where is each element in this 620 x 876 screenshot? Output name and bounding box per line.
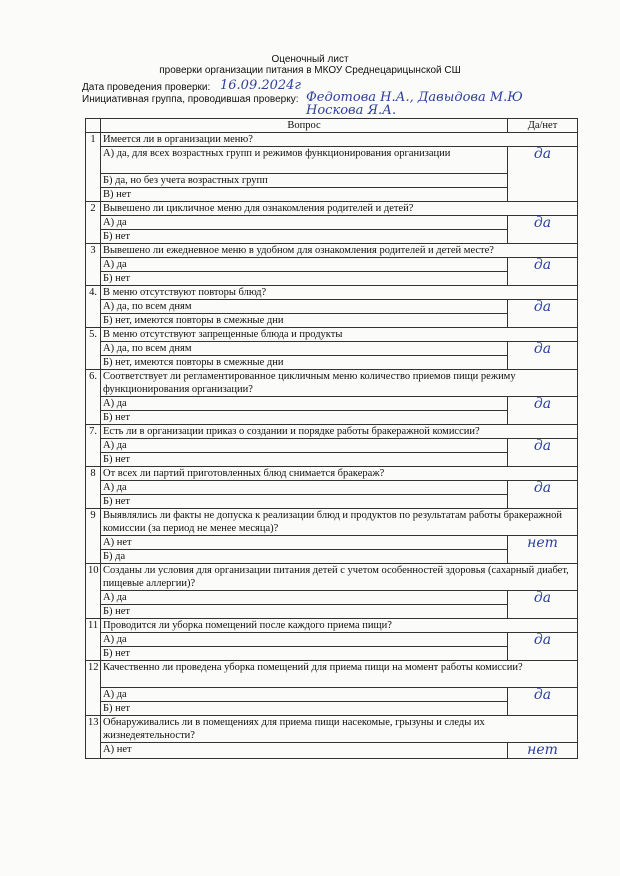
- handwritten-answer: да: [533, 341, 552, 357]
- answer-cell: [508, 397, 578, 425]
- answer-cell: [508, 633, 578, 661]
- question-text: Проводится ли уборка помещений после каждого приема пищи?: [101, 619, 578, 633]
- option-text: Б) нет: [101, 272, 508, 286]
- date-value-handwritten: 16.09.2024г: [220, 78, 302, 93]
- answer-cell: [508, 536, 578, 564]
- question-number: 9: [86, 509, 101, 564]
- option-row: [86, 702, 578, 716]
- option-row: [86, 397, 578, 411]
- handwritten-answer: да: [533, 590, 552, 606]
- question-row: [86, 509, 578, 536]
- option-row: [86, 258, 578, 272]
- option-row: [86, 314, 578, 328]
- option-text: А) да: [101, 481, 508, 495]
- question-row: [86, 328, 578, 342]
- question-number: 13: [86, 716, 101, 759]
- option-text: Б) нет, имеются повторы в смежные дни: [101, 314, 508, 328]
- date-label: Дата проведения проверки:: [82, 82, 211, 93]
- option-row: [86, 743, 578, 759]
- option-row: [86, 453, 578, 467]
- question-number: 2: [86, 202, 101, 244]
- option-text: Б) нет: [101, 702, 508, 716]
- question-text: Обнаруживались ли в помещениях для приема пищи насекомые, грызуны и следы их жизнедеятельности?: [101, 716, 578, 743]
- option-row: [86, 300, 578, 314]
- option-row: [86, 272, 578, 286]
- option-text: А) да: [101, 633, 508, 647]
- question-number: 8: [86, 467, 101, 509]
- answer-cell: [508, 591, 578, 619]
- option-row: [86, 688, 578, 702]
- question-number: 3: [86, 244, 101, 286]
- option-row: [86, 356, 578, 370]
- question-row: [86, 202, 578, 216]
- evaluation-table: [85, 118, 578, 759]
- option-row: [86, 342, 578, 356]
- answer-cell: [508, 342, 578, 370]
- group-names-line2-handwritten: Носкова Я.А.: [306, 103, 397, 118]
- option-text: В) нет: [101, 188, 508, 202]
- question-text: В меню отсутствуют повторы блюд?: [101, 286, 578, 300]
- option-row: [86, 230, 578, 244]
- question-row: [86, 467, 578, 481]
- answer-cell: [508, 258, 578, 286]
- group-label: Инициативная группа, проводившая проверку:: [82, 94, 299, 105]
- question-text: Качественно ли проведена уборка помещений для приема пищи на момент работы комиссии?: [101, 661, 578, 688]
- option-text: А) да, для всех возрастных групп и режимов функционирования организации: [101, 147, 508, 174]
- question-number: 5.: [86, 328, 101, 370]
- question-text: Есть ли в организации приказ о создании и порядке работы бракеражной комиссии?: [101, 425, 578, 439]
- evaluation-table-body: [86, 133, 578, 759]
- option-text: Б) нет, имеются повторы в смежные дни: [101, 356, 508, 370]
- handwritten-answer: да: [533, 299, 552, 315]
- sheet-title: Оценочный лист: [271, 54, 349, 65]
- option-row: [86, 147, 578, 174]
- option-row: [86, 411, 578, 425]
- option-row: [86, 481, 578, 495]
- question-row: [86, 564, 578, 591]
- question-text: В меню отсутствуют запрещенные блюда и продукты: [101, 328, 578, 342]
- question-row: [86, 286, 578, 300]
- question-row: [86, 661, 578, 688]
- option-row: [86, 495, 578, 509]
- question-text: Соответствует ли регламентированное цикличным меню количество приемов пищи режиму функционирования организации?: [101, 370, 578, 397]
- group-names-line1-handwritten: Федотова Н.А., Давыдова М.Ю: [306, 90, 523, 105]
- num-header: [86, 119, 101, 133]
- option-text: А) да, по всем дням: [101, 300, 508, 314]
- sheet-subtitle: проверки организации питания в МКОУ Среднецарицынской СШ: [159, 65, 461, 76]
- option-row: [86, 605, 578, 619]
- question-row: [86, 425, 578, 439]
- question-text: От всех ли партий приготовленных блюд снимается бракераж?: [101, 467, 578, 481]
- option-row: [86, 633, 578, 647]
- question-number: 11: [86, 619, 101, 661]
- option-row: [86, 591, 578, 605]
- answer-cell: [508, 147, 578, 202]
- handwritten-answer: нет: [527, 742, 558, 758]
- handwritten-answer: да: [533, 146, 552, 162]
- answer-cell: [508, 439, 578, 467]
- option-text: А) да: [101, 397, 508, 411]
- question-number: 10: [86, 564, 101, 619]
- option-text: Б) да, но без учета возрастных групп: [101, 174, 508, 188]
- handwritten-answer: да: [533, 687, 552, 703]
- question-number: 12: [86, 661, 101, 716]
- handwritten-answer: да: [533, 438, 552, 454]
- option-text: Б) нет: [101, 495, 508, 509]
- option-text: А) да: [101, 439, 508, 453]
- option-text: А) да, по всем дням: [101, 342, 508, 356]
- option-row: [86, 174, 578, 188]
- answer-cell: [508, 688, 578, 716]
- option-row: [86, 188, 578, 202]
- option-text: А) да: [101, 591, 508, 605]
- option-row: [86, 647, 578, 661]
- answer-cell: [508, 216, 578, 244]
- handwritten-answer: нет: [527, 535, 558, 551]
- question-text: Вывешено ли ежедневное меню в удобном для ознакомления родителей и детей месте?: [101, 244, 578, 258]
- option-text: Б) нет: [101, 647, 508, 661]
- answer-cell: [508, 481, 578, 509]
- option-text: Б) нет: [101, 453, 508, 467]
- option-text: А) да: [101, 688, 508, 702]
- answer-cell: [508, 300, 578, 328]
- handwritten-answer: да: [533, 215, 552, 231]
- option-text: А) да: [101, 258, 508, 272]
- option-row: [86, 216, 578, 230]
- question-row: [86, 244, 578, 258]
- option-row: [86, 550, 578, 564]
- question-number: 7.: [86, 425, 101, 467]
- option-row: [86, 536, 578, 550]
- option-text: Б) да: [101, 550, 508, 564]
- option-text: А) нет: [101, 743, 508, 759]
- question-row: [86, 370, 578, 397]
- option-text: Б) нет: [101, 230, 508, 244]
- handwritten-answer: да: [533, 396, 552, 412]
- answer-cell: [508, 743, 578, 759]
- handwritten-answer: да: [533, 480, 552, 496]
- question-header: Вопрос: [101, 119, 508, 133]
- handwritten-answer: да: [533, 257, 552, 273]
- answer-header: Да/нет: [508, 119, 578, 133]
- question-number: 6.: [86, 370, 101, 425]
- question-row: [86, 716, 578, 743]
- option-text: Б) нет: [101, 605, 508, 619]
- option-row: [86, 439, 578, 453]
- handwritten-answer: да: [533, 632, 552, 648]
- question-number: 1: [86, 133, 101, 202]
- question-text: Имеется ли в организации меню?: [101, 133, 578, 147]
- option-text: А) да: [101, 216, 508, 230]
- question-row: [86, 133, 578, 147]
- question-text: Выявлялись ли факты не допуска к реализации блюд и продуктов по результатам работы бракеражной комиссии (за период не менее месяца)?: [101, 509, 578, 536]
- question-number: 4.: [86, 286, 101, 328]
- option-text: А) нет: [101, 536, 508, 550]
- option-text: Б) нет: [101, 411, 508, 425]
- question-text: Вывешено ли цикличное меню для ознакомления родителей и детей?: [101, 202, 578, 216]
- question-row: [86, 619, 578, 633]
- question-text: Созданы ли условия для организации питания детей с учетом особенностей здоровья (сахарный диабет, пищевые аллергии)?: [101, 564, 578, 591]
